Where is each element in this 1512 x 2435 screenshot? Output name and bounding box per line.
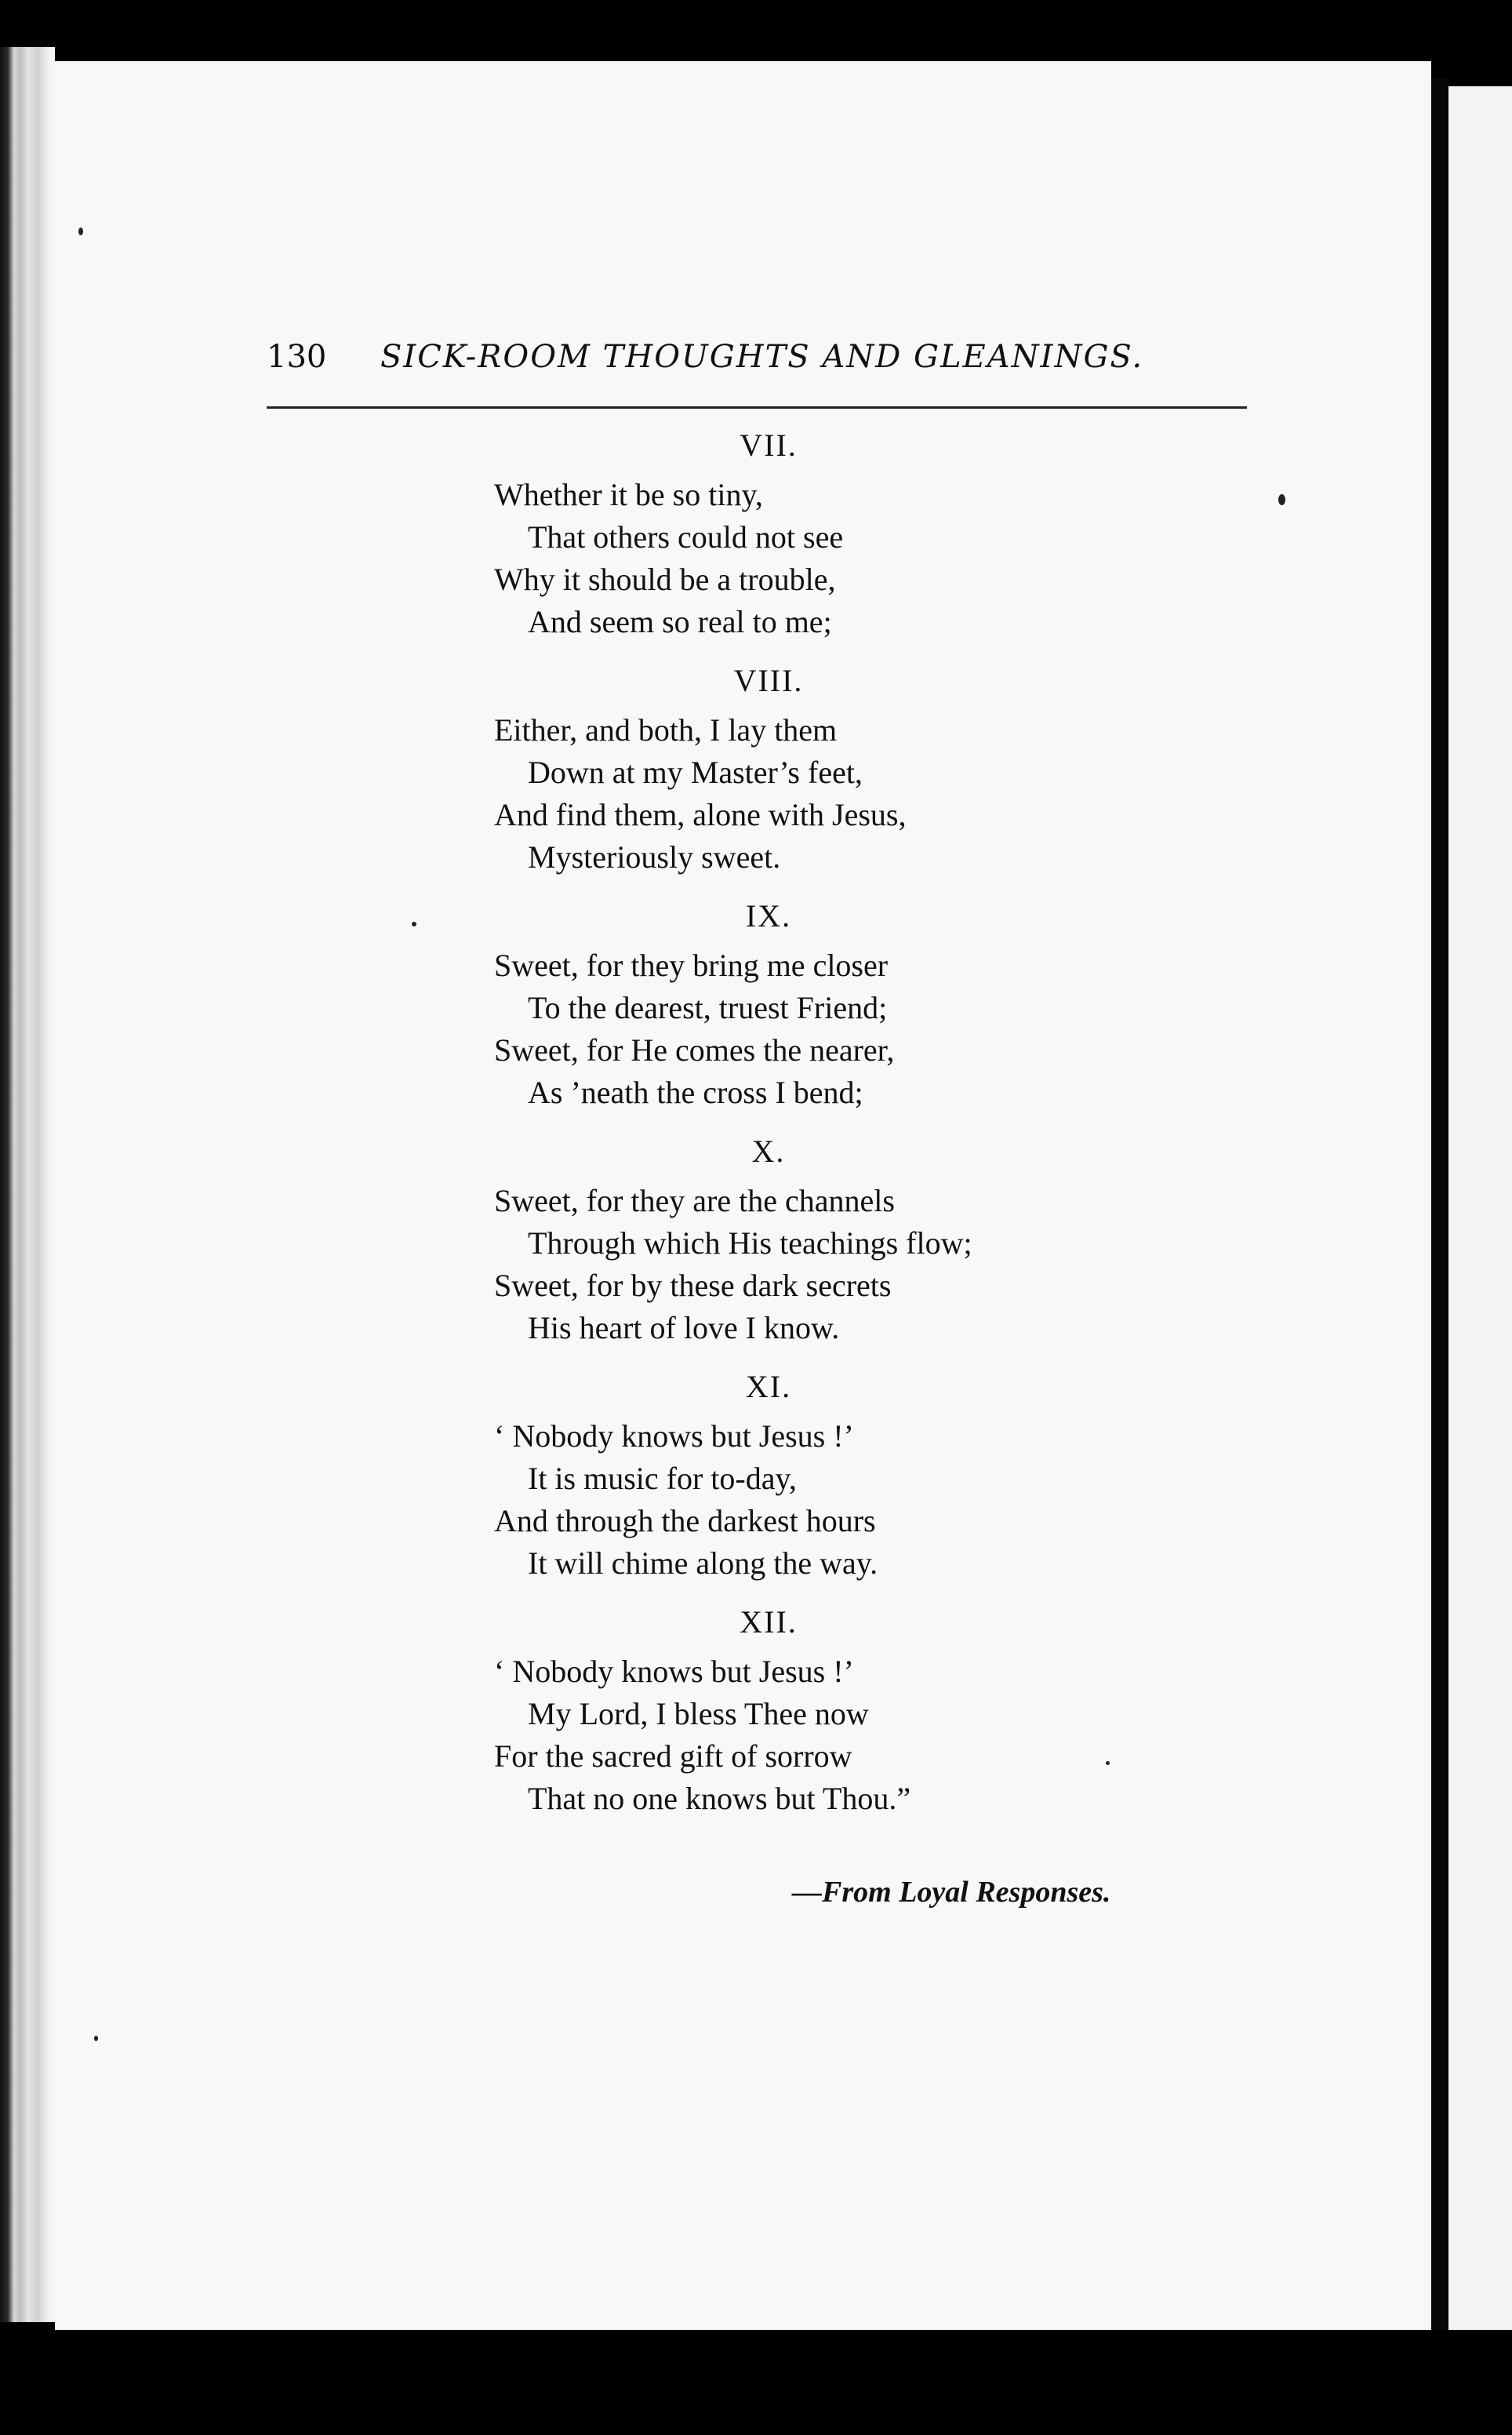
poem [494, 424, 1200, 1836]
stanza [494, 424, 1200, 643]
poem-line: As ’neath the cross I bend; [528, 1075, 863, 1110]
stanza-numeral: IX. [745, 898, 792, 934]
poem-line: Sweet, for by these dark secrets [494, 1268, 892, 1303]
poem-line: And seem so real to me; [528, 604, 832, 639]
stanza-numeral: XI. [745, 1369, 792, 1404]
stanza-numeral: X. [751, 1134, 786, 1169]
book-binding-edge [0, 47, 55, 2322]
poem-attribution: —From Loyal Responses. [792, 1876, 1111, 1909]
poem-line: Sweet, for they bring me closer [494, 948, 889, 983]
scan-speck [412, 922, 416, 926]
stanza [494, 894, 1200, 1114]
scan-bottom-border [0, 2330, 1512, 2435]
poem-line: His heart of love I know. [528, 1310, 840, 1345]
poem-line: And find them, alone with Jesus, [494, 797, 907, 832]
poem-line: Sweet, for they are the channels [494, 1183, 895, 1218]
poem-line: ‘ Nobody knows but Jesus !’ [494, 1654, 854, 1689]
scan-speck [78, 227, 83, 235]
poem-line: Whether it be so tiny, [494, 477, 763, 512]
stanza [494, 1365, 1200, 1585]
scan-speck [1106, 1761, 1110, 1765]
scan-speck [1278, 494, 1285, 505]
poem-line: Either, and both, I lay them [494, 712, 838, 748]
poem-line: Mysteriously sweet. [528, 839, 781, 875]
poem-line: That no one knows but Thou.” [528, 1781, 911, 1816]
stanza [494, 1130, 1200, 1349]
stanza [494, 659, 1200, 879]
poem-line: Why it should be a trouble, [494, 562, 836, 597]
poem-line: For the sacred gift of sorrow [494, 1738, 852, 1774]
poem-line: Down at my Master’s feet, [528, 755, 863, 790]
poem-line: It is music for to-day, [528, 1461, 797, 1496]
page-number: 130 [267, 339, 327, 375]
poem-line: Through which His teachings flow; [528, 1225, 972, 1261]
poem-line: And through the darkest hours [494, 1503, 876, 1538]
adjacent-page-edge [1448, 86, 1512, 2330]
running-title: SICK-ROOM THOUGHTS AND GLEANINGS. [380, 339, 1144, 375]
poem-line: Sweet, for He comes the nearer, [494, 1032, 895, 1068]
scan-speck [94, 2036, 98, 2041]
poem-line: That others could not see [528, 519, 844, 555]
header-rule [267, 406, 1247, 409]
stanza-numeral: VII. [740, 428, 798, 463]
stanza-numeral: XII. [740, 1604, 798, 1640]
running-header [267, 333, 1247, 388]
stanza-numeral: VIII. [733, 663, 804, 698]
stanza [494, 1600, 1200, 1820]
poem-line: To the dearest, truest Friend; [528, 990, 888, 1025]
page-gutter-shadow [1431, 78, 1448, 2330]
poem-line: It will chime along the way. [528, 1545, 878, 1581]
poem-line: My Lord, I bless Thee now [528, 1696, 869, 1731]
poem-line: ‘ Nobody knows but Jesus !’ [494, 1418, 854, 1454]
